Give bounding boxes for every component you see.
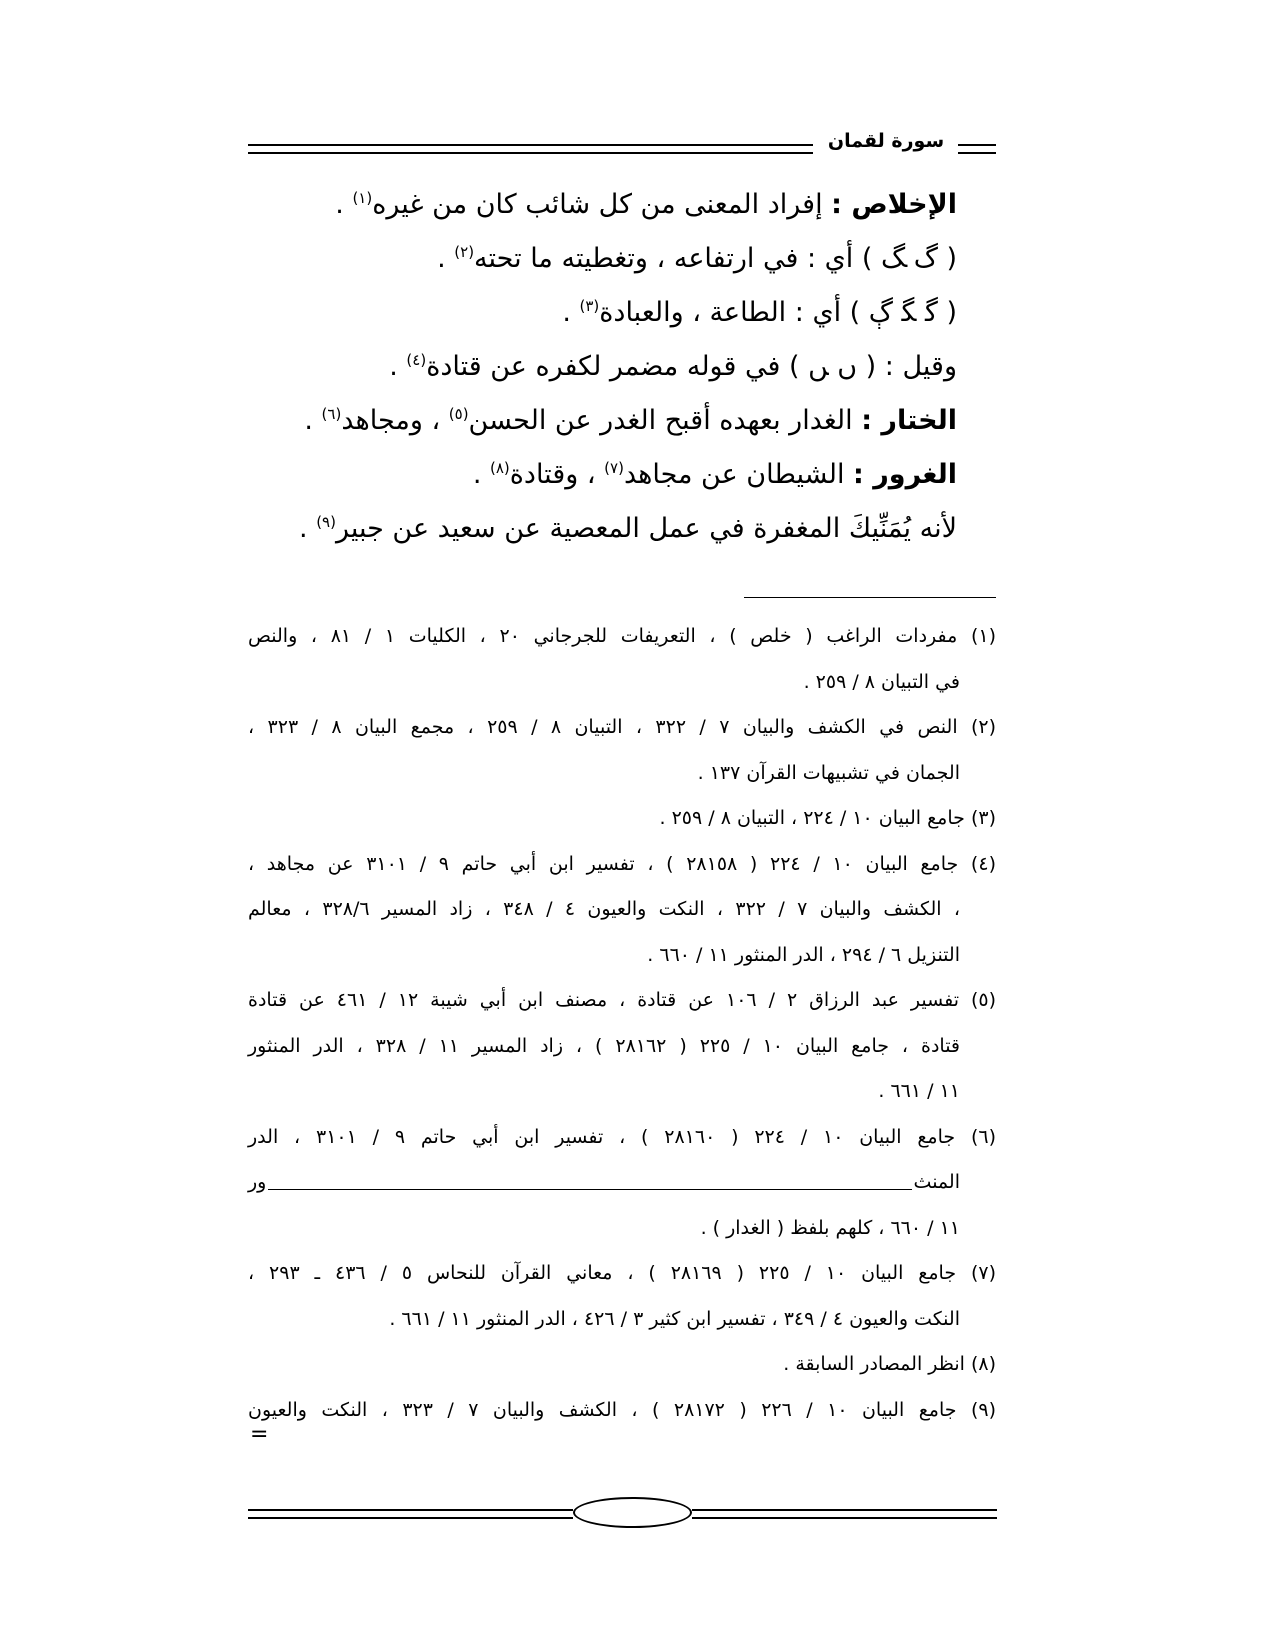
main-line-4 (257, 340, 957, 394)
line-mid: ، وقتادة (509, 459, 605, 490)
footnote-1 (248, 614, 996, 705)
line-tail: . (437, 243, 455, 274)
line-mid: ، ومجاهد (341, 405, 449, 436)
footer-rule-right (692, 1509, 997, 1519)
footnote-line: (٨) انظر المصادر السابقة . (783, 1353, 996, 1375)
line-tail: . (335, 189, 353, 220)
footnote-ref[interactable]: (٧) (604, 459, 624, 477)
footnote-6 (248, 1115, 996, 1252)
footnote-stretched-line (248, 1160, 996, 1206)
line-tail: . (562, 297, 580, 328)
footnote-7 (248, 1251, 996, 1342)
footnote-line: (٣) جامع البيان ١٠ / ٢٢٤ ، التبيان ٨ / ٢٥٩ . (659, 807, 996, 829)
main-line-6 (257, 448, 957, 502)
line-text: ( ﮒ ﮓ ) أي : في ارتفاعه ، وتغطيته ما تحته (474, 243, 957, 274)
page-number-oval (573, 1497, 692, 1528)
footnote-ref[interactable]: (٩) (316, 513, 336, 531)
stretched-word-start: المنث (913, 1171, 960, 1193)
footnote-line: التنزيل ٦ / ٢٩٤ ، الدر المنثور ١١ / ٦٦٠ . (647, 943, 960, 966)
footnote-line: (٩) جامع البيان ١٠ / ٢٢٦ ( ٢٨١٧٢ ) ، الكشف والبيان ٧ / ٣٢٣ ، النكت والعيون (248, 1398, 997, 1421)
main-line-5 (257, 394, 957, 448)
term-khattar: الختار : (861, 405, 957, 436)
line-text: الشيطان عن مجاهد (623, 459, 854, 490)
footnote-ref[interactable]: (٦) (321, 405, 342, 423)
footnote-line: ١١ / ٦٦١ . (878, 1080, 960, 1102)
footnotes (248, 614, 996, 1433)
footnote-line: النكت والعيون ٤ / ٣٤٩ ، تفسير ابن كثير ٣ / ٤٢٦ ، الدر المنثور ١١ / ٦٦١ . (389, 1307, 960, 1330)
line-text: ( ﮔ ﮕ ﮖ ) أي : الطاعة ، والعبادة (599, 297, 957, 328)
line-tail: . (304, 405, 322, 436)
line-text: لأنه يُمَنِّيكَ المغفرة في عمل المعصية عن سعيد عن جبير (335, 513, 957, 544)
footnote-line: (١) مفردات الراغب ( خلص ) ، التعريفات للجرجاني ٢٠ ، الكليات ١ / ٨١ ، والنص (248, 625, 997, 647)
continuation-mark: = (250, 1422, 269, 1447)
footnote-line: الجمان في تشبيهات القرآن ١٣٧ . (697, 761, 960, 784)
footnote-3 (248, 796, 996, 842)
footnote-line: ١١ / ٦٦٠ ، كلهم بلفظ ( الغدار ) . (700, 1216, 960, 1239)
line-text: إفراد المعنى من كل شائب كان من غيره (372, 189, 832, 220)
footnote-line: (٢) النص في الكشف والبيان ٧ / ٣٢٢ ، التبيان ٨ / ٢٥٩ ، مجمع البيان ٨ / ٣٢٣ ، (248, 716, 997, 738)
footnote-line: (٤) جامع البيان ١٠ / ٢٢٤ ( ٢٨١٥٨ ) ، تفسير ابن أبي حاتم ٩ / ٣١٠١ عن مجاهد ، (248, 852, 996, 875)
footnote-2 (248, 705, 996, 796)
main-text (257, 178, 957, 556)
footnote-ref[interactable]: (٤) (406, 351, 427, 369)
footnote-separator (744, 597, 996, 598)
main-line-7 (257, 502, 957, 556)
footnote-4 (248, 842, 996, 979)
footnote-ref[interactable]: (٣) (579, 297, 600, 315)
footnote-ref[interactable]: (٥) (448, 405, 469, 423)
footnote-ref[interactable]: (٨) (490, 459, 510, 477)
line-tail: . (389, 351, 407, 382)
footnote-line: في التبيان ٨ / ٢٥٩ . (803, 670, 960, 693)
kashida-bar (268, 1189, 911, 1190)
footnote-5 (248, 978, 996, 1115)
main-line-2 (257, 232, 957, 286)
header-rule-left (248, 144, 813, 154)
stretched-word-end: ور (248, 1171, 267, 1193)
line-text: الغدار بعهده أقبح الغدر عن الحسن (468, 405, 862, 436)
footnote-line: (٦) جامع البيان ١٠ / ٢٢٤ ( ٢٨١٦٠ ) ، تفسير ابن أبي حاتم ٩ / ٣١٠١ ، الدر (248, 1125, 997, 1148)
main-line-3 (257, 286, 957, 340)
footnote-line: ، الكشف والبيان ٧ / ٣٢٢ ، النكت والعيون ٤ / ٣٤٨ ، زاد المسير ٣٢٨/٦ ، معالم (248, 898, 961, 920)
header-rule-right (958, 144, 996, 154)
footnote-line: (٥) تفسير عبد الرزاق ٢ / ١٠٦ عن قتادة ، مصنف ابن أبي شيبة ١٢ / ٤٦١ عن قتادة (248, 989, 997, 1011)
footnote-9 (248, 1388, 996, 1434)
term-ghuroor: الغرور : (853, 459, 957, 490)
footnote-line: (٧) جامع البيان ١٠ / ٢٢٥ ( ٢٨١٦٩ ) ، معاني القرآن للنحاس ٥ / ٤٣٦ ـ ٢٩٣ ، (248, 1262, 997, 1284)
footnote-ref[interactable]: (٢) (454, 243, 475, 261)
footer-rule-left (248, 1509, 573, 1519)
term-ikhlas: الإخلاص : (831, 189, 957, 220)
footnote-8 (248, 1342, 996, 1388)
line-text: وقيل : ( ﮞ ﮟ ) في قوله مضمر لكفره عن قتادة (426, 351, 957, 382)
main-line-1 (257, 178, 957, 232)
footnote-ref[interactable]: (١) (352, 189, 373, 207)
footnote-line: قتادة ، جامع البيان ١٠ / ٢٢٥ ( ٢٨١٦٢ ) ، زاد المسير ١١ / ٣٢٨ ، الدر المنثور (248, 1034, 961, 1057)
line-tail: . (299, 513, 317, 544)
page-header-title: سورة لقمان (827, 130, 945, 152)
line-tail: . (472, 459, 490, 490)
